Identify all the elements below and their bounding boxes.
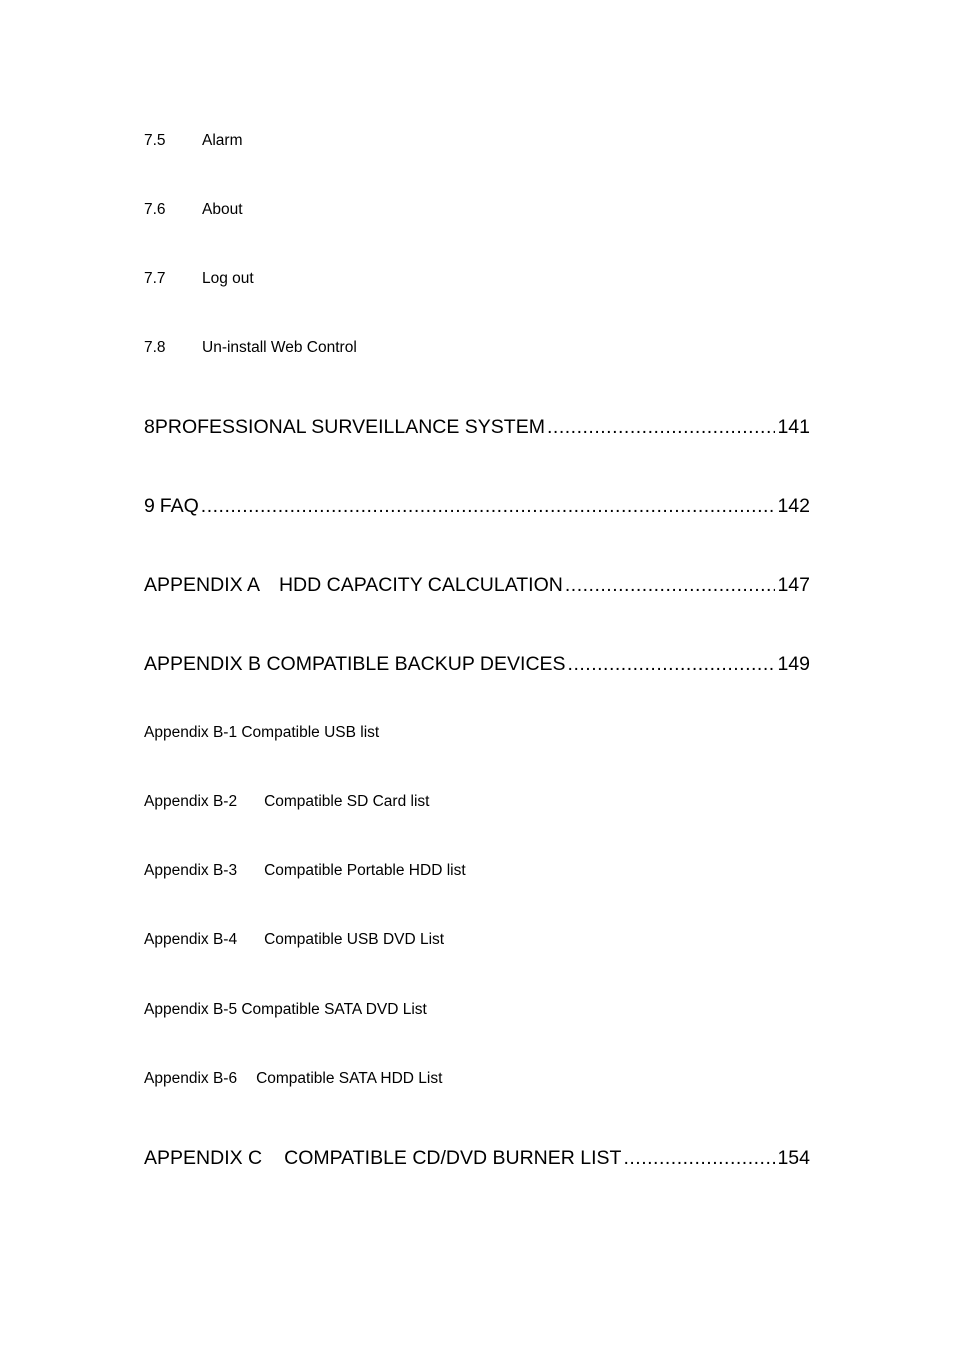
toc-entry-title: Appendix B-1 Compatible USB list bbox=[144, 724, 380, 741]
toc-entry-title: Un-install Web Control bbox=[202, 339, 357, 356]
toc-entry-number: 7.6 bbox=[144, 201, 166, 218]
dot-leader bbox=[565, 572, 776, 598]
toc-entry-label: Appendix B-6 bbox=[144, 1070, 238, 1087]
toc-entry-label: Appendix B-3 bbox=[144, 862, 238, 879]
toc-entry-title: About bbox=[202, 201, 243, 218]
toc-entry-title: Compatible SD Card list bbox=[264, 793, 430, 810]
toc-entry-appendix-a[interactable] bbox=[144, 572, 810, 598]
toc-entry-7-6[interactable] bbox=[144, 200, 810, 220]
toc-entry-page: 154 bbox=[777, 1147, 810, 1169]
toc-entry-label: APPENDIX A bbox=[144, 574, 260, 596]
toc-entry-title: HDD CAPACITY CALCULATION bbox=[278, 574, 563, 596]
toc-entry-title: Compatible SATA HDD List bbox=[256, 1070, 443, 1087]
toc-entry-appendix-b[interactable] bbox=[144, 651, 810, 677]
toc-entry-title: Appendix B-5 Compatible SATA DVD List bbox=[144, 1001, 427, 1018]
toc-entry-appendix-b-2[interactable] bbox=[144, 792, 810, 812]
dot-leader bbox=[568, 651, 776, 677]
toc-entry-page: 141 bbox=[777, 416, 810, 438]
dot-leader bbox=[547, 414, 775, 440]
toc-entry-title: Compatible Portable HDD list bbox=[264, 862, 466, 879]
toc-entry-number: 9 bbox=[144, 495, 155, 517]
toc-entry-label: Appendix B-4 bbox=[144, 931, 238, 948]
toc-entry-title: COMPATIBLE CD/DVD BURNER LIST bbox=[284, 1147, 622, 1169]
toc-entry-appendix-b-1[interactable] bbox=[144, 723, 810, 743]
toc-entry-page: 147 bbox=[777, 574, 810, 596]
dot-leader bbox=[201, 493, 776, 519]
toc-entry-title: PROFESSIONAL SURVEILLANCE SYSTEM bbox=[154, 416, 545, 438]
toc-entry-appendix-b-3[interactable] bbox=[144, 861, 810, 881]
toc-entry-number: 8 bbox=[144, 416, 155, 438]
table-of-contents bbox=[144, 0, 810, 1350]
toc-entry-number: 7.5 bbox=[144, 132, 166, 149]
toc-entry-7-5[interactable] bbox=[144, 131, 810, 151]
toc-entry-number: 7.7 bbox=[144, 270, 166, 287]
toc-entry-title: Alarm bbox=[202, 132, 243, 149]
toc-entry-7-7[interactable] bbox=[144, 269, 810, 289]
toc-entry-title: FAQ bbox=[159, 495, 199, 517]
toc-entry-page: 142 bbox=[777, 495, 810, 517]
toc-entry-appendix-c[interactable] bbox=[144, 1145, 810, 1171]
toc-entry-label: APPENDIX C bbox=[144, 1147, 263, 1169]
toc-entry-page: 149 bbox=[777, 653, 810, 675]
dot-leader bbox=[623, 1145, 775, 1171]
toc-entry-title: Compatible USB DVD List bbox=[264, 931, 445, 948]
toc-entry-number: 7.8 bbox=[144, 339, 166, 356]
toc-entry-appendix-b-6[interactable] bbox=[144, 1069, 810, 1089]
toc-entry-label: Appendix B-2 bbox=[144, 793, 238, 810]
toc-entry-7-8[interactable] bbox=[144, 338, 810, 358]
toc-entry-title: APPENDIX B COMPATIBLE BACKUP DEVICES bbox=[144, 653, 566, 675]
toc-entry-9[interactable] bbox=[144, 493, 810, 519]
toc-entry-8[interactable] bbox=[144, 414, 810, 440]
toc-entry-appendix-b-5[interactable] bbox=[144, 1000, 810, 1020]
toc-entry-title: Log out bbox=[202, 270, 254, 287]
toc-entry-appendix-b-4[interactable] bbox=[144, 930, 810, 950]
